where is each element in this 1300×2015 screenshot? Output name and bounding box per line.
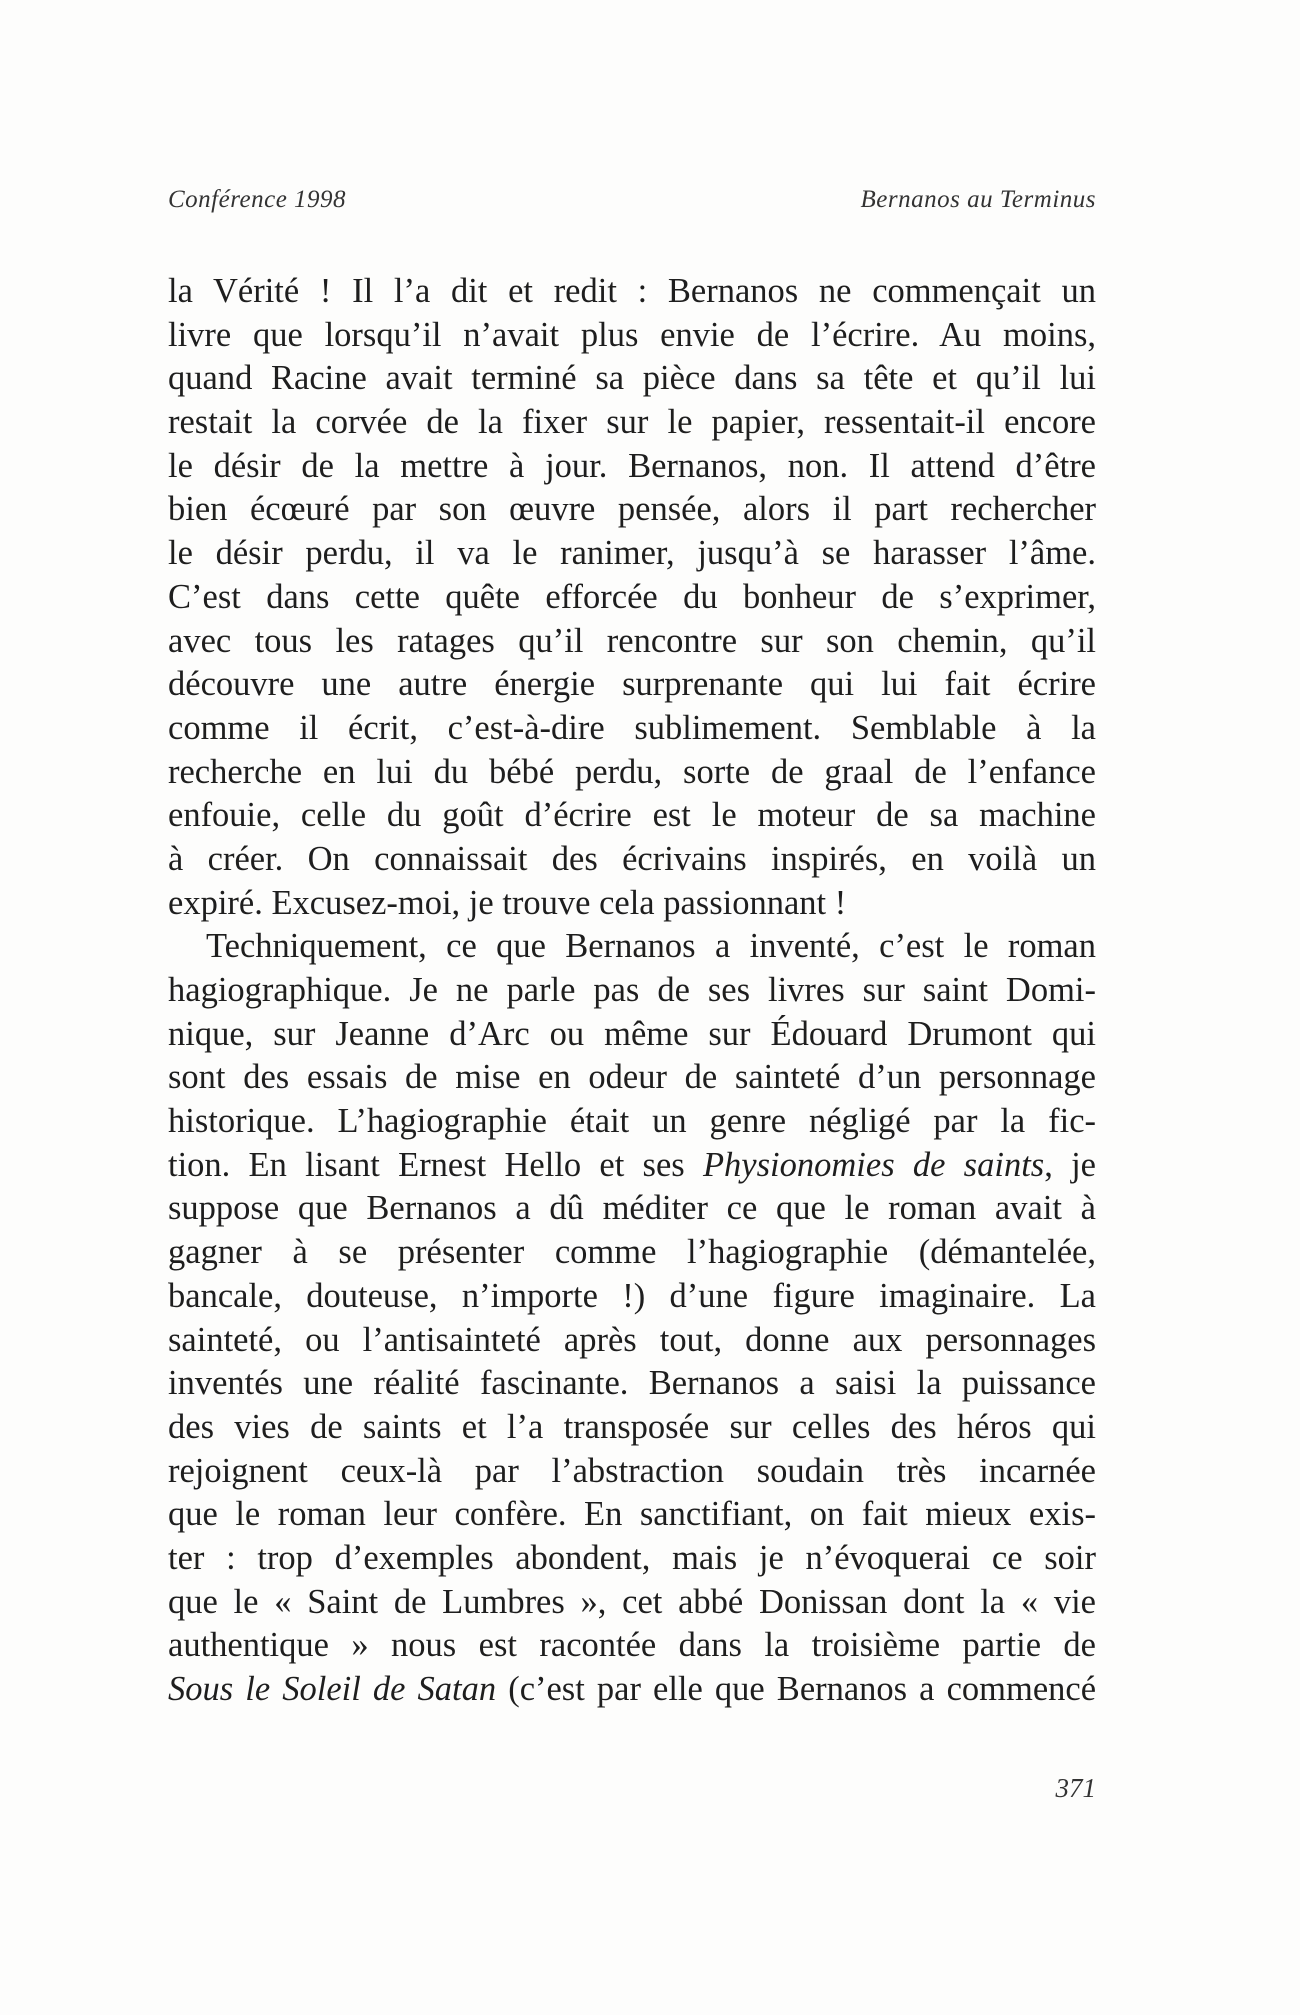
text-line: le désir perdu, il va le ranimer, jusqu’à se harasser l’âme. bbox=[168, 534, 1096, 573]
text-line: sainteté, ou l’antisainteté après tout, donne aux personnages bbox=[168, 1320, 1096, 1359]
text-line: enfouie, celle du goût d’écrire est le moteur de sa machine bbox=[168, 796, 1096, 835]
text-line: nique, sur Jeanne d’Arc ou même sur Édouard Drumont qui bbox=[168, 1014, 1096, 1053]
text-line: C’est dans cette quête efforcée du bonheur de s’exprimer, bbox=[168, 577, 1096, 616]
text-segment: (c’est par elle que Bernanos a commencé bbox=[496, 1670, 1097, 1708]
header-left: Conférence 1998 bbox=[168, 186, 347, 213]
text-segment: , je bbox=[1044, 1145, 1096, 1184]
text-segment: tion. En lisant Ernest Hello et ses bbox=[168, 1145, 703, 1184]
text-line: quand Racine avait terminé sa pièce dans sa tête et qu’il lui bbox=[168, 359, 1096, 398]
text-line-with-italic bbox=[168, 1668, 1096, 1712]
text-line: expiré. Excusez-moi, je trouve cela passionnant ! bbox=[168, 883, 847, 922]
text-line: historique. L’hagiographie était un genre négligé par la fic- bbox=[168, 1102, 1096, 1141]
text-line: découvre une autre énergie surprenante qui lui fait écrire bbox=[168, 665, 1096, 704]
text-line: inventés une réalité fascinante. Bernanos a saisi la puissance bbox=[168, 1364, 1096, 1403]
text-line: que le « Saint de Lumbres », cet abbé Donissan dont la « vie bbox=[168, 1582, 1096, 1621]
running-header bbox=[168, 186, 1096, 226]
body-text bbox=[168, 270, 1096, 1712]
header-right: Bernanos au Terminus bbox=[860, 186, 1096, 213]
text-line: comme il écrit, c’est-à-dire sublimement. Semblable à la bbox=[168, 708, 1096, 747]
page-number: 371 bbox=[1055, 1773, 1096, 1803]
text-line: que le roman leur confère. En sanctifiant, on fait mieux exis- bbox=[168, 1495, 1096, 1534]
text-line-with-italic bbox=[168, 1144, 1096, 1188]
book-title-italic: Physionomies de saints bbox=[702, 1145, 1045, 1184]
text-line: Techniquement, ce que Bernanos a inventé, c’est le roman bbox=[206, 927, 1096, 966]
text-line: à créer. On connaissait des écrivains inspirés, en voilà un bbox=[168, 839, 1096, 878]
text-line: hagiographique. Je ne parle pas de ses livres sur saint Domi- bbox=[168, 971, 1096, 1009]
text-line: rejoignent ceux-là par l’abstraction soudain très incarnée bbox=[168, 1451, 1096, 1490]
text-line: des vies de saints et l’a transposée sur celles des héros qui bbox=[168, 1407, 1096, 1446]
text-line: sont des essais de mise en odeur de sainteté d’un personnage bbox=[168, 1058, 1096, 1097]
book-title-italic: Sous le Soleil de Satan bbox=[168, 1670, 497, 1708]
text-line: bien écœuré par son œuvre pensée, alors il part rechercher bbox=[168, 490, 1096, 529]
text-line: bancale, douteuse, n’importe !) d’une figure imaginaire. La bbox=[168, 1276, 1096, 1315]
text-line: le désir de la mettre à jour. Bernanos, non. Il attend d’être bbox=[168, 446, 1096, 485]
text-line: gagner à se présenter comme l’hagiographie (démantelée, bbox=[168, 1233, 1096, 1272]
text-line: livre que lorsqu’il n’avait plus envie de l’écrire. Au moins, bbox=[168, 315, 1096, 354]
text-line: recherche en lui du bébé perdu, sorte de graal de l’enfance bbox=[168, 752, 1096, 791]
text-line: avec tous les ratages qu’il rencontre sur son chemin, qu’il bbox=[168, 621, 1096, 660]
text-line: ter : trop d’exemples abondent, mais je n’évoquerai ce soir bbox=[168, 1538, 1096, 1577]
text-line: authentique » nous est racontée dans la troisième partie de bbox=[168, 1626, 1096, 1665]
text-line: restait la corvée de la fixer sur le papier, ressentait-il encore bbox=[168, 403, 1096, 442]
text-line: la Vérité ! Il l’a dit et redit : Bernanos ne commençait un bbox=[168, 272, 1096, 310]
text-line: suppose que Bernanos a dû méditer ce que le roman avait à bbox=[168, 1189, 1096, 1228]
